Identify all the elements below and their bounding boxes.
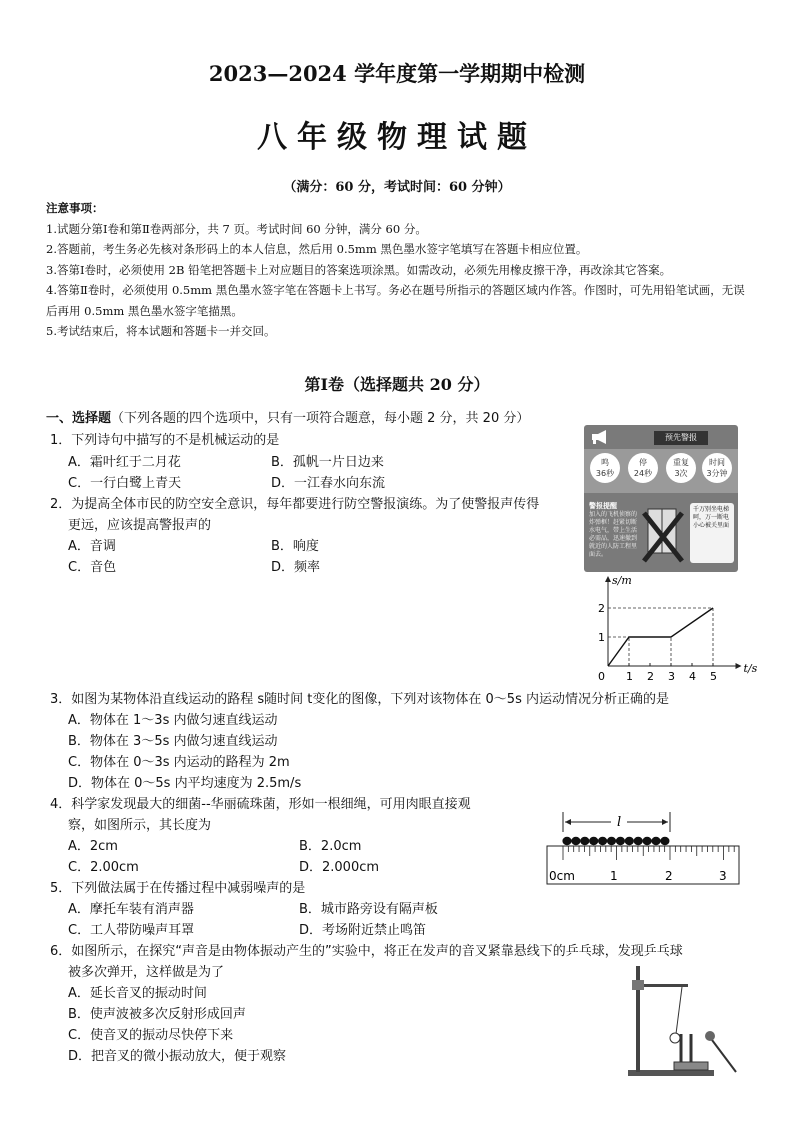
mallet-head [705, 1031, 715, 1041]
question-stem-cont: 被多次弹开，这样做是为了 [68, 965, 225, 980]
tip-title: 警报提醒 [589, 502, 617, 510]
option: A．霜叶红于二月花 [68, 455, 181, 470]
option: A．延长音叉的振动时间 [68, 986, 207, 1001]
x-tick-label: 3 [668, 670, 675, 683]
x-tick-label: 4 [689, 670, 696, 683]
question-stem: 4．科学家发现最大的细菌--华丽硫珠菌，形如一根细绳，可用肉眼直接观 [50, 797, 471, 812]
x-tick-label: 0 [598, 670, 605, 683]
chip-label: 重复 [673, 458, 689, 467]
option: C．物体在 0～3s 内运动的路程为 2m [68, 755, 290, 770]
bacteria-cell [571, 837, 580, 845]
bacteria-cell [580, 837, 589, 845]
option: B．孤帆一片日边来 [271, 455, 384, 470]
x-tick-label: 2 [647, 670, 654, 683]
x-axis-label: t/s [743, 662, 758, 675]
notes-heading: 注意事项： [46, 201, 104, 215]
alarm-cycle-chip [590, 453, 620, 483]
exam-subtitle: （满分：60 分，考试时间：60 分钟） [283, 180, 511, 195]
option: C．一行白鹭上青天 [68, 476, 182, 491]
option: C．音色 [68, 560, 117, 575]
option: C．工人带防噪声耳罩 [68, 923, 195, 938]
note-item: 5.考试结束后，将本试题和答题卡一并交回。 [46, 324, 276, 338]
x-tick-label: 5 [710, 670, 717, 683]
chip-value: 24秒 [633, 469, 653, 478]
tuning-fork-apparatus [624, 962, 742, 1080]
notes [46, 198, 756, 342]
section-intro [46, 408, 606, 430]
y-tick-label: 1 [598, 631, 605, 644]
option: D．一江春水向东流 [271, 476, 386, 491]
question-stem-cont: 察，如图所示，其长度为 [68, 818, 212, 833]
note-item: 2.答题前，考生务必先核对条形码上的本人信息，然后用 0.5mm 黑色墨水签字笔填写在答题卡相应位置。 [46, 242, 588, 256]
option: D．考场附近禁止鸣笛 [299, 923, 427, 938]
question-stem: 3．如图为某物体沿直线运动的路程 s随时间 t变化的图像，下列对该物体在 0～5s 内运动情况分析正确的是 [50, 692, 669, 707]
option: B．使声波被多次反射形成回声 [68, 1007, 246, 1022]
air-raid-alarm-figure [584, 425, 738, 572]
chip-label: 停 [639, 458, 647, 467]
question-stem: 5．下列做法属于在传播过程中减弱噪声的是 [50, 881, 306, 896]
note-item: 4.答第Ⅱ卷时，必须使用 0.5mm 黑色墨水签字笔在答题卡上书写。务必在题号所指示的答题区域内作答。作图时，可先用铅笔试画，无误后再用 0.5mm 黑色墨水签字笔描黑。 [46, 283, 745, 318]
x-axis-arrow [736, 663, 742, 669]
x-tick-label: 1 [626, 670, 633, 683]
stand-clamp [632, 980, 644, 990]
ruler-label-1: 1 [610, 869, 618, 883]
ruler-label-2: 2 [665, 869, 673, 883]
ruler-label-0: 0cm [549, 869, 575, 883]
option: D．频率 [271, 560, 321, 575]
alarm-cycle-chip [702, 453, 732, 483]
question-stem: 6．如图所示，在探究“声音是由物体振动产生的”实验中，将正在发声的音叉紧靠悬线下的乒乓球，发现乒乓球 [50, 944, 683, 959]
option: A．物体在 1～3s 内做匀速直线运动 [68, 713, 278, 728]
intro-bold: 一、选择题 [46, 411, 112, 426]
bacteria-cell [616, 837, 625, 845]
option: C．2.00cm [68, 860, 139, 875]
section-title: 第Ⅰ卷（选择题共 20 分） [304, 375, 490, 394]
stand-base [628, 1070, 714, 1076]
option: C．使音叉的振动尽快停下来 [68, 1028, 234, 1043]
question-stem: 2．为提高全体市民的防空安全意识，每年都要进行防空警报演练。为了使警报声传得 [50, 497, 540, 512]
option: B．物体在 3～5s 内做匀速直线运动 [68, 734, 278, 749]
question-stem-cont: 更远，应该提高警报声的 [68, 518, 212, 533]
note-item: 3.答第Ⅰ卷时，必须使用 2B 铅笔把答题卡上对应题目的答案选项涂黑。如需改动，必须先用橡皮擦干净，再改涂其它答案。 [46, 262, 672, 277]
bacteria-cell [634, 837, 643, 845]
bacteria-cell [660, 837, 669, 845]
suspension-thread [676, 987, 682, 1034]
tip-text: 加入的飞机侦察的炸弹框！赶紧切断水电气，带上生活必需品，迅速撤到就近的人防工程里面去。 [589, 511, 638, 558]
bacteria-chain [562, 837, 669, 845]
elevator-prohibited-icon [642, 503, 684, 565]
chip-label: 时间 [709, 458, 725, 467]
bacteria-cell [643, 837, 652, 845]
bacteria-cell [598, 837, 607, 845]
bacteria-cell [651, 837, 660, 845]
st-chart [578, 574, 758, 684]
chart-axes [605, 574, 758, 675]
megaphone-icon [590, 429, 612, 445]
option: A．2cm [68, 839, 118, 854]
chart-ticks [598, 602, 717, 683]
y-axis-arrow [605, 576, 611, 582]
alarm-cycle-chip [628, 453, 658, 483]
resonance-box [674, 1062, 708, 1070]
option: D．物体在 0～5s 内平均速度为 2.5m/s [68, 776, 302, 791]
chip-value: 36秒 [595, 469, 615, 478]
chip-value: 3分钟 [706, 469, 728, 478]
subject-title: 八年级物理试题 [257, 120, 537, 155]
exam-title: 2023—2024 学年度第一学期期中检测 [208, 61, 586, 86]
option: B．响度 [271, 539, 319, 554]
alarm-cycle-chip [666, 453, 696, 483]
option: A．摩托车装有消声器 [68, 902, 194, 917]
option: D．2.000cm [299, 860, 380, 875]
mallet-handle [712, 1040, 736, 1072]
chip-label: 鸣 [601, 458, 609, 467]
option: D．把音叉的微小振动放大，便于观察 [68, 1049, 287, 1064]
tuning-fork [681, 1034, 691, 1065]
bacteria-cell [589, 837, 598, 845]
note-item: 1.试题分第Ⅰ卷和第Ⅱ卷两部分，共 7 页。考试时间 60 分钟，满分 60 分。 [46, 221, 427, 236]
bacteria-cell [625, 837, 634, 845]
chip-value: 3次 [674, 469, 688, 478]
ruler-figure [543, 808, 743, 886]
question-stem: 1．下列诗句中描写的不是机械运动的是 [50, 433, 280, 448]
alarm-panel-title: 预先警报 [654, 431, 708, 445]
ping-pong-ball [670, 1033, 680, 1043]
option: B．城市路旁设有隔声板 [299, 902, 438, 917]
option: A．音调 [68, 539, 116, 554]
bacteria-cell [562, 837, 571, 845]
side-tip: 千万别坐电梯呵，万一断电小心被关里面 [690, 503, 734, 563]
intro-rest: （下列各题的四个选项中，只有一项符合题意，每小题 2 分，共 20 分） [111, 411, 530, 426]
bacteria-cell [607, 837, 616, 845]
y-axis-label: s/m [612, 574, 632, 587]
y-tick-label: 2 [598, 602, 605, 615]
option: B．2.0cm [299, 839, 362, 854]
stand-arm [640, 984, 688, 987]
length-label: l [617, 815, 622, 830]
ruler-label-3: 3 [719, 869, 727, 883]
